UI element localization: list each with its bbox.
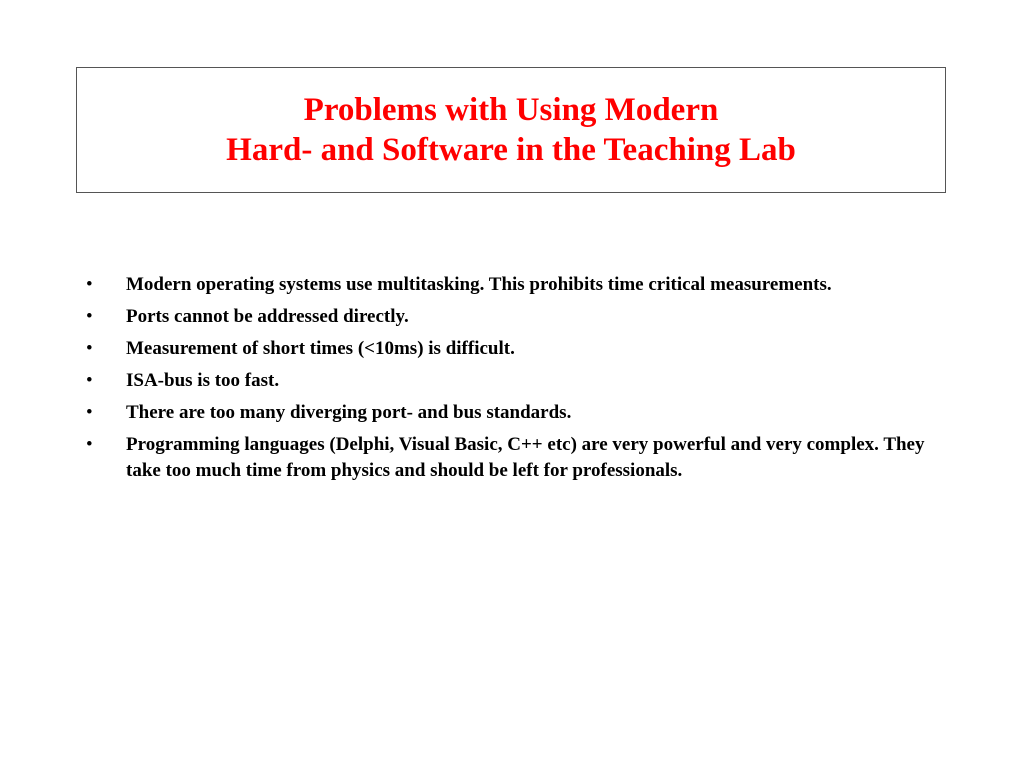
bullet-item-multitasking [84,272,954,298]
bullet-item-isa-bus [84,368,954,394]
slide-title-line-2: Hard- and Software in the Teaching Lab [226,132,796,168]
bullet-item-ports [84,304,954,330]
bullet-item-standards [84,400,954,426]
bullet-item-short-times [84,336,954,362]
bullet-text: Measurement of short times (<10ms) is difficult. [126,338,515,359]
bullet-icon: • [86,402,93,423]
slide-title-line-1: Problems with Using Modern [303,92,719,128]
bullet-icon: • [86,434,93,455]
bullet-text: Ports cannot be addressed directly. [126,306,409,327]
slide-title-box [76,67,946,193]
bullet-text: There are too many diverging port- and bus standards. [126,402,572,423]
bullet-list [84,272,954,490]
bullet-icon: • [86,338,93,359]
bullet-text: Programming languages (Delphi, Visual Basic, C++ etc) are very powerful and very complex. They take too much time from physics and should be left for professionals. [126,434,925,481]
bullet-icon: • [86,306,93,327]
bullet-text: Modern operating systems use multitasking. This prohibits time critical measurements. [126,274,832,295]
bullet-icon: • [86,274,93,295]
bullet-icon: • [86,370,93,391]
bullet-text: ISA-bus is too fast. [126,370,280,391]
bullet-item-programming-languages [84,432,954,484]
